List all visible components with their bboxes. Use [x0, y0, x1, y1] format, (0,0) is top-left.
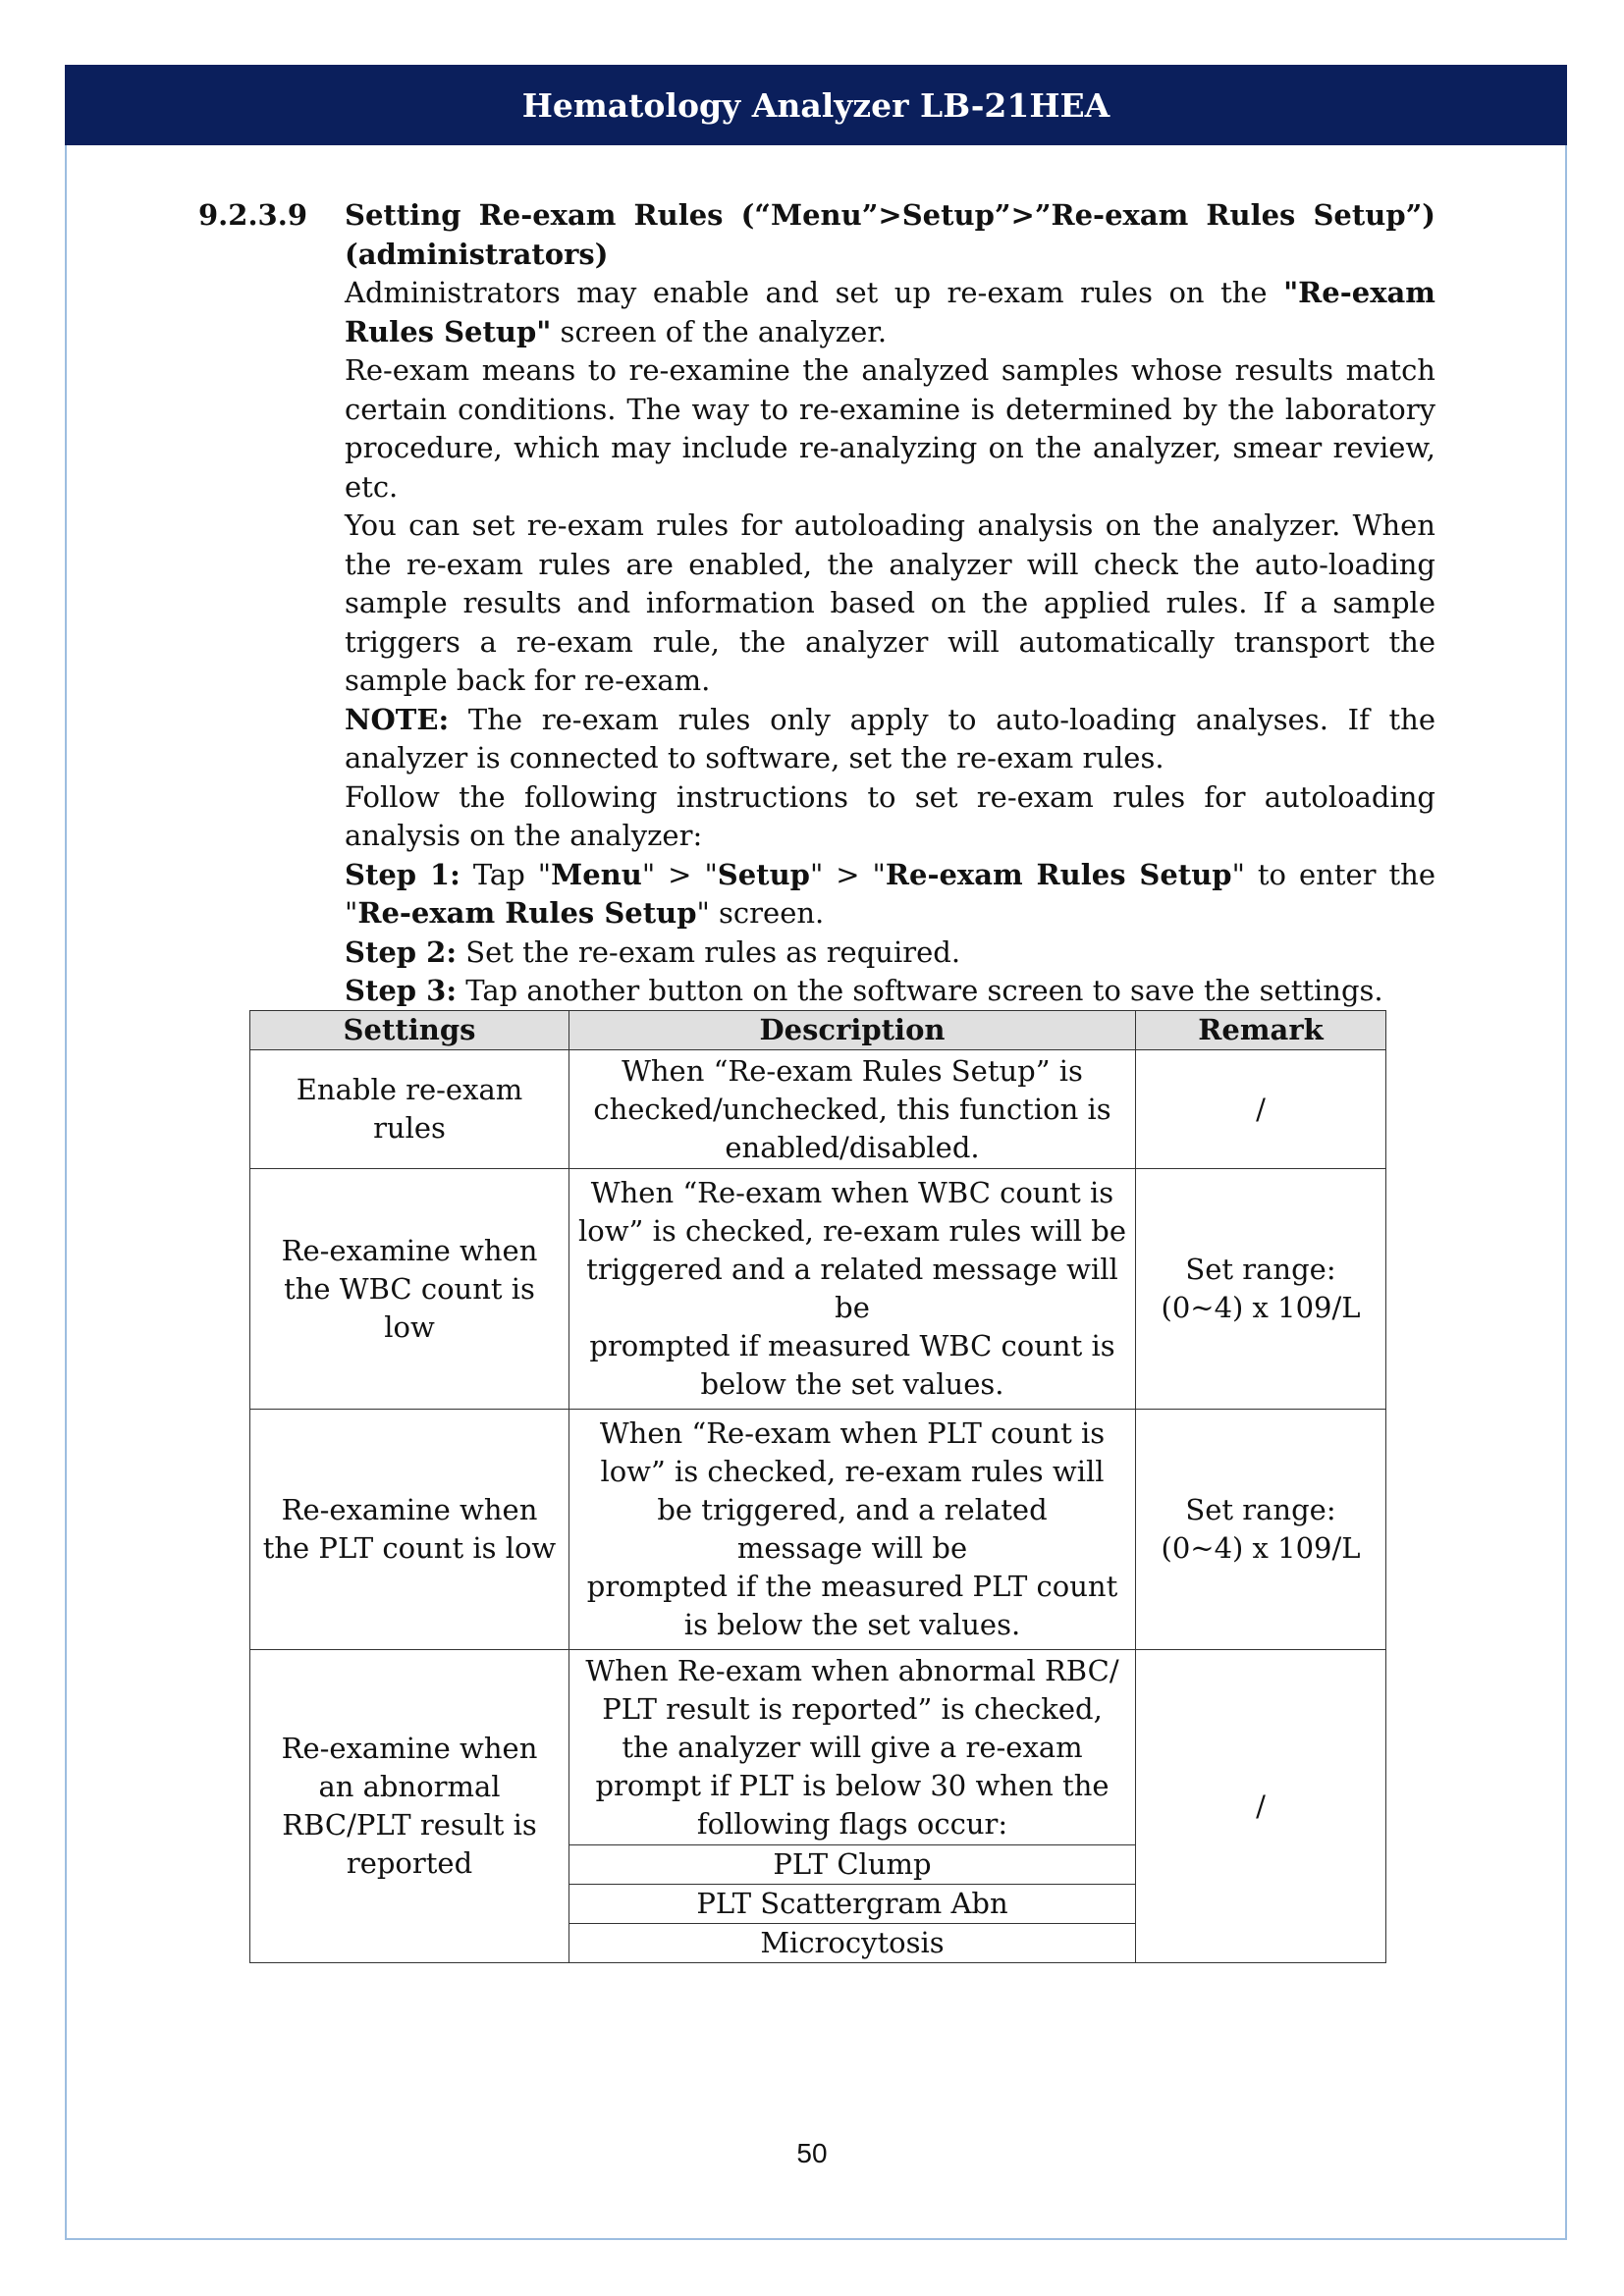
flag-cell: PLT Scattergram Abn [569, 1885, 1136, 1924]
instructions-intro: Follow the following instructions to set re-exam rules for autoloading analysis on the analyzer: [345, 779, 1435, 852]
note-label: NOTE: [345, 702, 450, 736]
cell-description: When “Re-exam Rules Setup” is checked/unchecked, this function is enabled/disabled. [569, 1050, 1136, 1169]
flag-cell: PLT Clump [569, 1845, 1136, 1885]
step-2-label: Step 2: [345, 934, 458, 969]
remark-label: Set range: [1185, 1493, 1336, 1526]
reexam-definition-paragraph: Re-exam means to re-examine the analyzed samples whose results match certain conditions. The way to re-examine is determined by the laboratory procedure, which may include re-analyzing on the analyzer, smear review, etc. [345, 353, 1435, 504]
note-text: The re-exam rules only apply to auto-loading analyses. If the analyzer is connected to software, set the re-exam rules. [345, 702, 1435, 774]
section-title: Setting Re-exam Rules (“Menu”>Setup”>”Re-exam Rules Setup”) [345, 198, 1435, 232]
remark-range: (0~4) x 109/L [1161, 1531, 1361, 1565]
page-number: 50 [796, 2138, 828, 2168]
step-3 [345, 972, 1435, 1011]
step-2 [345, 934, 1435, 973]
section-9-2-3-9 [198, 196, 1435, 1011]
reexam-settings-table [249, 1010, 1386, 1963]
step-1-screen-name: Re-exam Rules Setup [357, 896, 697, 930]
step-1-label: Step 1: [345, 857, 460, 891]
section-body [345, 196, 1435, 1011]
step-1-text: " > " [641, 857, 718, 891]
step-1-text: " > " [809, 857, 886, 891]
setting-text: Re-examine when an abnormal RBC/PLT result is reported [281, 1732, 538, 1880]
step-1-text: " screen. [696, 896, 825, 930]
setting-text: Enable re-exam rules [296, 1073, 523, 1145]
cell-description [569, 1169, 1136, 1410]
table-row [250, 1650, 1386, 1845]
step-1-text: Tap " [460, 857, 552, 891]
flag-cell: Microcytosis [569, 1924, 1136, 1963]
remark-label: Set range: [1185, 1253, 1336, 1286]
note-paragraph [345, 701, 1435, 778]
section-number: 9.2.3.9 [198, 198, 308, 232]
table-row [250, 1410, 1386, 1650]
description-text: prompted if measured WBC count is below the set values. [589, 1329, 1115, 1401]
header-remark: Remark [1136, 1011, 1386, 1050]
autoloading-paragraph: You can set re-exam rules for autoloading analysis on the analyzer. When the re-exam rules are enabled, the analyzer will check the auto-loading sample results and information based on the applied rules. If a sample triggers a re-exam rule, the analyzer will automatically transport the sample back for re-exam. [345, 508, 1435, 697]
cell-setting [250, 1410, 569, 1650]
cell-setting [250, 1650, 569, 1963]
intro-screen-name: "Re-exam Rules Setup" [345, 276, 1435, 348]
section-title-role: (administrators) [345, 237, 609, 271]
document-title: Hematology Analyzer LB-21HEA [521, 85, 1110, 125]
step-1-text: " to enter the " [345, 857, 1435, 930]
cell-remark [1136, 1410, 1386, 1650]
cell-remark: / [1136, 1650, 1386, 1963]
cell-setting [250, 1169, 569, 1410]
intro-paragraph [345, 274, 1435, 351]
step-3-text: Tap another button on the software screen to save the settings. [457, 974, 1383, 1007]
cell-setting [250, 1050, 569, 1169]
setting-text: Re-examine when the WBC count is low [281, 1233, 538, 1344]
description-text: prompted if the measured PLT count is below the set values. [586, 1570, 1118, 1641]
intro-text-end: screen of the analyzer. [551, 314, 888, 348]
description-text: When “Re-exam when PLT count is low” is checked, re-exam rules will be triggered, and a related message will be [599, 1416, 1106, 1565]
step-1-rules-setup: Re-exam Rules Setup [885, 857, 1232, 891]
remark-range: (0~4) x 109/L [1161, 1291, 1361, 1324]
step-1-menu: Menu [551, 857, 642, 891]
setting-text: Re-examine when the PLT count is low [262, 1493, 557, 1565]
table-row [250, 1050, 1386, 1169]
table-header-row [250, 1011, 1386, 1050]
description-text: When “Re-exam when WBC count is low” is checked, re-exam rules will be triggered and a related message will be [577, 1176, 1127, 1324]
step-2-text: Set the re-exam rules as required. [457, 934, 961, 969]
cell-description [569, 1410, 1136, 1650]
header-description: Description [569, 1011, 1136, 1050]
step-3-label: Step 3: [345, 974, 458, 1007]
step-1-setup: Setup [717, 857, 810, 891]
header-settings: Settings [250, 1011, 569, 1050]
document-header [65, 65, 1567, 145]
step-1 [345, 856, 1435, 934]
table-row [250, 1169, 1386, 1410]
cell-remark: / [1136, 1050, 1386, 1169]
intro-text: Administrators may enable and set up re-exam rules on the [345, 276, 1284, 309]
cell-remark [1136, 1169, 1386, 1410]
cell-description: When Re-exam when abnormal RBC/ PLT result is reported” is checked, the analyzer will give a re-exam prompt if PLT is below 30 when the following flags occur: [569, 1650, 1136, 1845]
